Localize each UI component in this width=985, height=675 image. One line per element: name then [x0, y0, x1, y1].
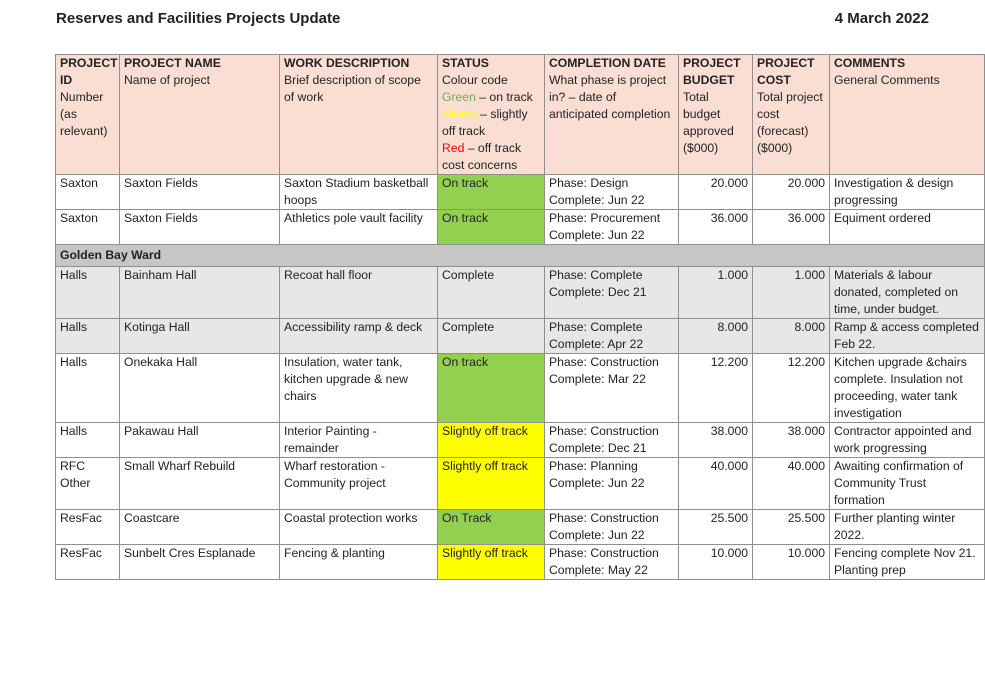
table-row: ResFac Sunbelt Cres Esplanade Fencing & planting Slightly off track Phase: Construction Complete: May 22 10.000 10.000 Fencing complete Nov 21. Planting prep: [56, 545, 985, 580]
col-header-project-id: PROJECT ID Number (as relevant): [56, 55, 120, 175]
status-cell: Slightly off track: [438, 545, 545, 580]
status-cell: On track: [438, 210, 545, 245]
col-header-comments: COMMENTS General Comments: [830, 55, 985, 175]
status-cell: On track: [438, 354, 545, 423]
col-header-project-budget: PROJECT BUDGET Total budget approved ($000): [679, 55, 753, 175]
ward-row: [56, 245, 985, 267]
table-row: Saxton Saxton Fields Saxton Stadium basketball hoops On track Phase: Design Complete: Jun 22 20.000 20.000 Investigation & design progressing: [56, 175, 985, 210]
table-row: RFC Other Small Wharf Rebuild Wharf restoration - Community project Slightly off track Phase: Planning Complete: Jun 22 40.000 40.000 Awaiting confirmation of Community Trust formation: [56, 458, 985, 510]
projects-table: [55, 54, 985, 580]
table-row: ResFac Coastcare Coastal protection works On Track Phase: Construction Complete: Jun 22 25.500 25.500 Further planting winter 2022.: [56, 510, 985, 545]
legend-green: Green: [442, 90, 476, 104]
col-header-completion-date: COMPLETION DATE What phase is project in? – date of anticipated completion: [545, 55, 679, 175]
status-cell: Slightly off track: [438, 423, 545, 458]
col-header-work-description: WORK DESCRIPTION Brief description of scope of work: [280, 55, 438, 175]
status-cell: On track: [438, 175, 545, 210]
table-row: Halls Kotinga Hall Accessibility ramp & deck Complete Phase: Complete Complete: Apr 22 8.000 8.000 Ramp & access completed Feb 22.: [56, 319, 985, 354]
col-header-project-name: PROJECT NAME Name of project: [120, 55, 280, 175]
col-header-project-cost: PROJECT COST Total project cost (forecast) ($000): [753, 55, 830, 175]
status-cell: Complete: [438, 267, 545, 319]
ward-label: Golden Bay Ward: [56, 245, 985, 267]
table-row: Halls Bainham Hall Recoat hall floor Complete Phase: Complete Complete: Dec 21 1.000 1.000 Materials & labour donated, completed on time, under budget.: [56, 267, 985, 319]
table-row: Halls Pakawau Hall Interior Painting - remainder Slightly off track Phase: Construction Complete: Dec 21 38.000 38.000 Contractor appointed and work progressing: [56, 423, 985, 458]
table-row: Halls Onekaka Hall Insulation, water tank, kitchen upgrade & new chairs On track Phase: Construction Complete: Mar 22 12.200 12.200 Kitchen upgrade &chairs complete. Insulation not proceeding, water tank investigation: [56, 354, 985, 423]
status-cell: On Track: [438, 510, 545, 545]
document-title: Reserves and Facilities Projects Update: [56, 10, 341, 27]
status-cell: Slightly off track: [438, 458, 545, 510]
header-row: [56, 55, 985, 175]
table-row: Saxton Saxton Fields Athletics pole vault facility On track Phase: Procurement Complete: Jun 22 36.000 36.000 Equiment ordered: [56, 210, 985, 245]
legend-red: Red: [442, 141, 465, 155]
document-date: 4 March 2022: [834, 10, 929, 27]
status-cell: Complete: [438, 319, 545, 354]
col-header-status: STATUS Colour code Green – on track Yellow – slightly off track Red – off track cost concerns: [438, 55, 545, 175]
legend-yellow: Yellow: [442, 107, 477, 121]
